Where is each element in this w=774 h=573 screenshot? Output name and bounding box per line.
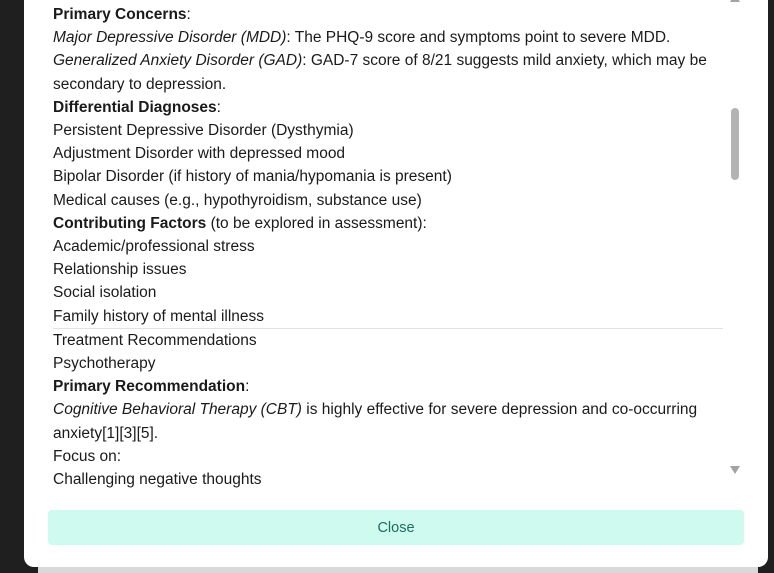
report-modal <box>24 0 768 567</box>
list-item: Adjustment Disorder with depressed mood <box>53 145 346 163</box>
primary-rec-heading: Primary Recommendation <box>53 378 246 396</box>
mdd-label: Major Depressive Disorder (MDD) <box>53 29 287 47</box>
mdd-line <box>53 26 723 49</box>
list-item: Social isolation <box>53 284 157 302</box>
scrollbar-thumb[interactable] <box>731 108 739 180</box>
cbt-text: is highly effective for severe depression and co-occurring anxiety[1][3][5]. <box>53 401 698 442</box>
primary-concerns-line <box>53 3 723 26</box>
modal-scroll-area[interactable] <box>24 0 768 489</box>
close-button[interactable]: Close <box>48 510 744 545</box>
primary-rec-line <box>53 375 723 398</box>
primary-concerns-heading: Primary Concerns <box>53 6 187 23</box>
cbt-label: Cognitive Behavioral Therapy (CBT) <box>53 401 302 419</box>
contributing-note: (to be explored in assessment): <box>206 214 427 232</box>
colon: : <box>186 6 191 23</box>
gad-line <box>53 49 723 95</box>
scroll-down-arrow-icon[interactable] <box>730 466 740 474</box>
cbt-line <box>53 398 723 444</box>
list-item: Medical causes (e.g., hypothyroidism, substance use) <box>53 191 422 209</box>
list-item: Persistent Depressive Disorder (Dysthymia) <box>53 122 354 140</box>
psychotherapy-heading: Psychotherapy <box>53 355 156 373</box>
treatment-heading: Treatment Recommendations <box>53 331 257 349</box>
contributing-line <box>53 212 723 235</box>
list-item: Challenging negative thoughts <box>53 471 262 489</box>
list-item: Bipolar Disorder (if history of mania/hypomania is present) <box>53 168 452 186</box>
focus-on: Focus on: <box>53 447 122 465</box>
gad-text: : GAD-7 score of 8/21 suggests mild anxiety, which may be secondary to depression. <box>53 52 707 93</box>
colon: : <box>245 378 250 396</box>
differential-heading: Differential Diagnoses <box>53 98 217 116</box>
differential-line <box>53 96 723 119</box>
list-item: Family history of mental illness <box>53 307 265 325</box>
report-content <box>53 3 723 491</box>
contributing-heading: Contributing Factors <box>53 214 207 232</box>
scroll-up-arrow-icon[interactable] <box>730 0 740 2</box>
colon: : <box>216 98 221 116</box>
list-item: Relationship issues <box>53 261 187 279</box>
mdd-text: : The PHQ-9 score and symptoms point to severe MDD. <box>286 29 671 47</box>
scrollbar[interactable] <box>728 0 742 479</box>
list-item: Academic/professional stress <box>53 238 255 256</box>
gad-label: Generalized Anxiety Disorder (GAD) <box>53 52 303 70</box>
